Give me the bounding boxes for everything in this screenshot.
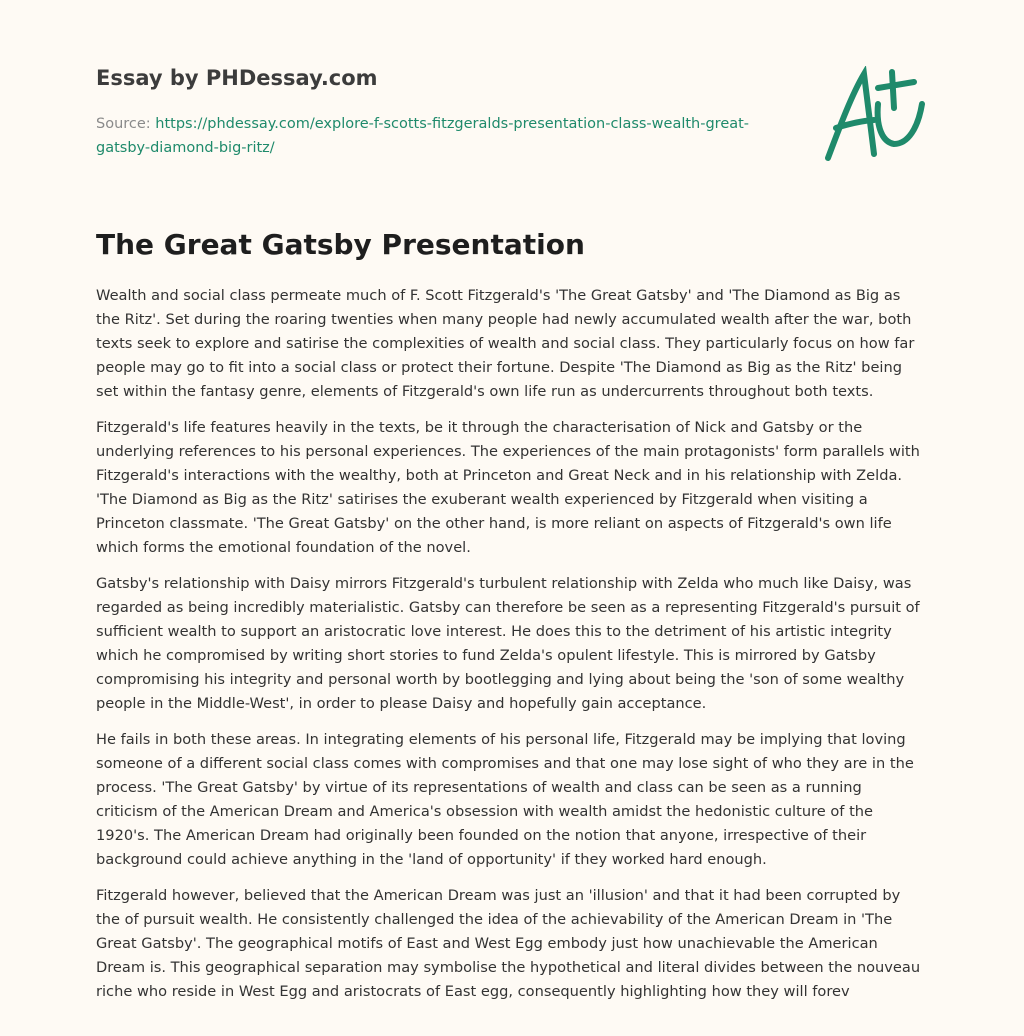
- essay-paragraph: He fails in both these areas. In integrating elements of his personal life, Fitzgerald may be implying that loving someone of a different social class comes with compromises and that one may lose sight of who they are in the process. 'The Great Gatsby' by virtue of its representations of wealth and class can be seen as a running criticism of the American Dream and America's obsession with wealth amidst the hedonistic culture of the 1920's. The American Dream had originally been founded on the notion that anyone, irrespective of their background could achieve anything in the 'land of opportunity' if they worked hard enough.: [96, 731, 914, 868]
- essay-paragraph: Fitzgerald's life features heavily in the texts, be it through the characterisation of Nick and Gatsby or the underlying references to his personal experiences. The experiences of the main protagonists' form parallels with Fitzgerald's interactions with the wealthy, both at Princeton and Great Neck and in his relationship with Zelda. 'The Diamond as Big as the Ritz' satirises the exuberant wealth experienced by Fitzgerald when visiting a Princeton classmate. 'The Great Gatsby' on the other hand, is more reliant on aspects of Fitzgerald's own life which forms the emotional foundation of the novel.: [96, 419, 920, 556]
- essay-paragraph: Gatsby's relationship with Daisy mirrors Fitzgerald's turbulent relationship with Zelda who much like Daisy, was regarded as being incredibly materialistic. Gatsby can therefore be seen as a representing Fitzgerald's pursuit of sufficient wealth to support an aristocratic love interest. He does this to the detriment of his artistic integrity which he compromised by writing short stories to fund Zelda's opulent lifestyle. This is mirrored by Gatsby compromising his integrity and personal worth by bootlegging and lying about being the 'son of some wealthy people in the Middle-West', in order to please Daisy and hopefully gain acceptance.: [96, 575, 920, 712]
- essay-body: [96, 284, 928, 1016]
- essay-paragraph: Fitzgerald however, believed that the American Dream was just an 'illusion' and that it had been corrupted by the of pursuit wealth. He consistently challenged the idea of the achievability of the American Dream in 'The Great Gatsby'. The geographical motifs of East and West Egg embody just how unachievable the American Dream is. This geographical separation may symbolise the hypothetical and literal divides between the nouveau riche who reside in West Egg and aristocrats of East egg, consequently highlighting how they will forev: [96, 887, 921, 1000]
- a-plus-logo-icon: [820, 66, 930, 166]
- header: [96, 64, 796, 92]
- source-line: [96, 112, 776, 160]
- essay-paragraph: Wealth and social class permeate much of F. Scott Fitzgerald's 'The Great Gatsby' and 'The Diamond as Big as the Ritz'. Set during the roaring twenties when many people had newly accumulated wealth after the war, both texts seek to explore and satirise the complexities of wealth and social class. They particularly focus on how far people may go to fit into a social class or protect their fortune. Despite 'The Diamond as Big as the Ritz' being set within the fantasy genre, elements of Fitzgerald's own life run as undercurrents throughout both texts.: [96, 287, 915, 400]
- site-brand: Essay by PHDessay.com: [96, 66, 378, 90]
- source-link[interactable]: https://phdessay.com/explore-f-scotts-fitzgeralds-presentation-class-wealth-great-gatsby-diamond-big-ritz/: [96, 116, 750, 156]
- essay-title: The Great Gatsby Presentation: [96, 228, 585, 261]
- source-label: Source:: [96, 116, 156, 132]
